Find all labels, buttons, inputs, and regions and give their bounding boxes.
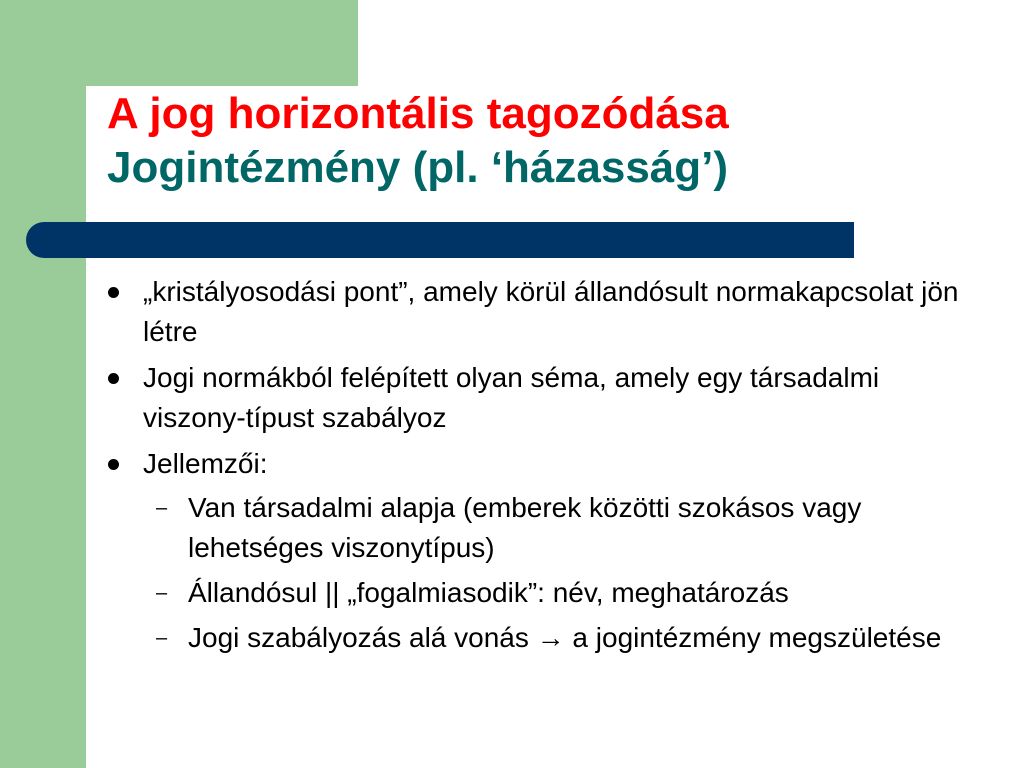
bullet-dot-icon xyxy=(108,373,119,384)
bullet-item xyxy=(100,444,960,658)
bullet-text: Jogi normákból felépített olyan séma, amely egy társadalmi viszony-típust szabályoz xyxy=(143,362,880,433)
sub-bullet-text: Állandósul || „fogalmiasodik”: név, meghatározás xyxy=(188,577,789,608)
bullet-dot-icon xyxy=(108,459,119,470)
bullet-item xyxy=(100,358,960,438)
sub-bullet-text: Van társadalmi alapja (emberek közötti szokásos vagy lehetséges viszonytípus) xyxy=(188,492,862,563)
dash-marker: – xyxy=(156,497,168,519)
accent-band-top xyxy=(0,0,358,86)
slide-subtitle: Jogintézmény (pl. ‘házasság’) xyxy=(107,143,729,192)
accent-band-left xyxy=(0,0,86,768)
bullet-text: Jellemzői: xyxy=(143,448,268,479)
dash-marker: – xyxy=(156,627,168,649)
bullet-dot-icon xyxy=(108,287,119,298)
slide-title: A jog horizontális tagozódása xyxy=(107,89,729,138)
sub-bullet-item xyxy=(100,488,960,568)
sub-bullet-item xyxy=(100,573,960,613)
sub-bullet-item xyxy=(100,618,960,658)
sub-bullet-list xyxy=(143,488,960,658)
title-divider-bar xyxy=(26,222,854,258)
dash-marker: – xyxy=(156,582,168,604)
bullet-list xyxy=(100,272,960,664)
bullet-item xyxy=(100,272,960,352)
bullet-text: „kristályosodási pont”, amely körül állandósult normakapcsolat jön létre xyxy=(143,276,959,347)
sub-bullet-text: Jogi szabályozás alá vonás → a jogintézmény megszületése xyxy=(188,622,942,653)
